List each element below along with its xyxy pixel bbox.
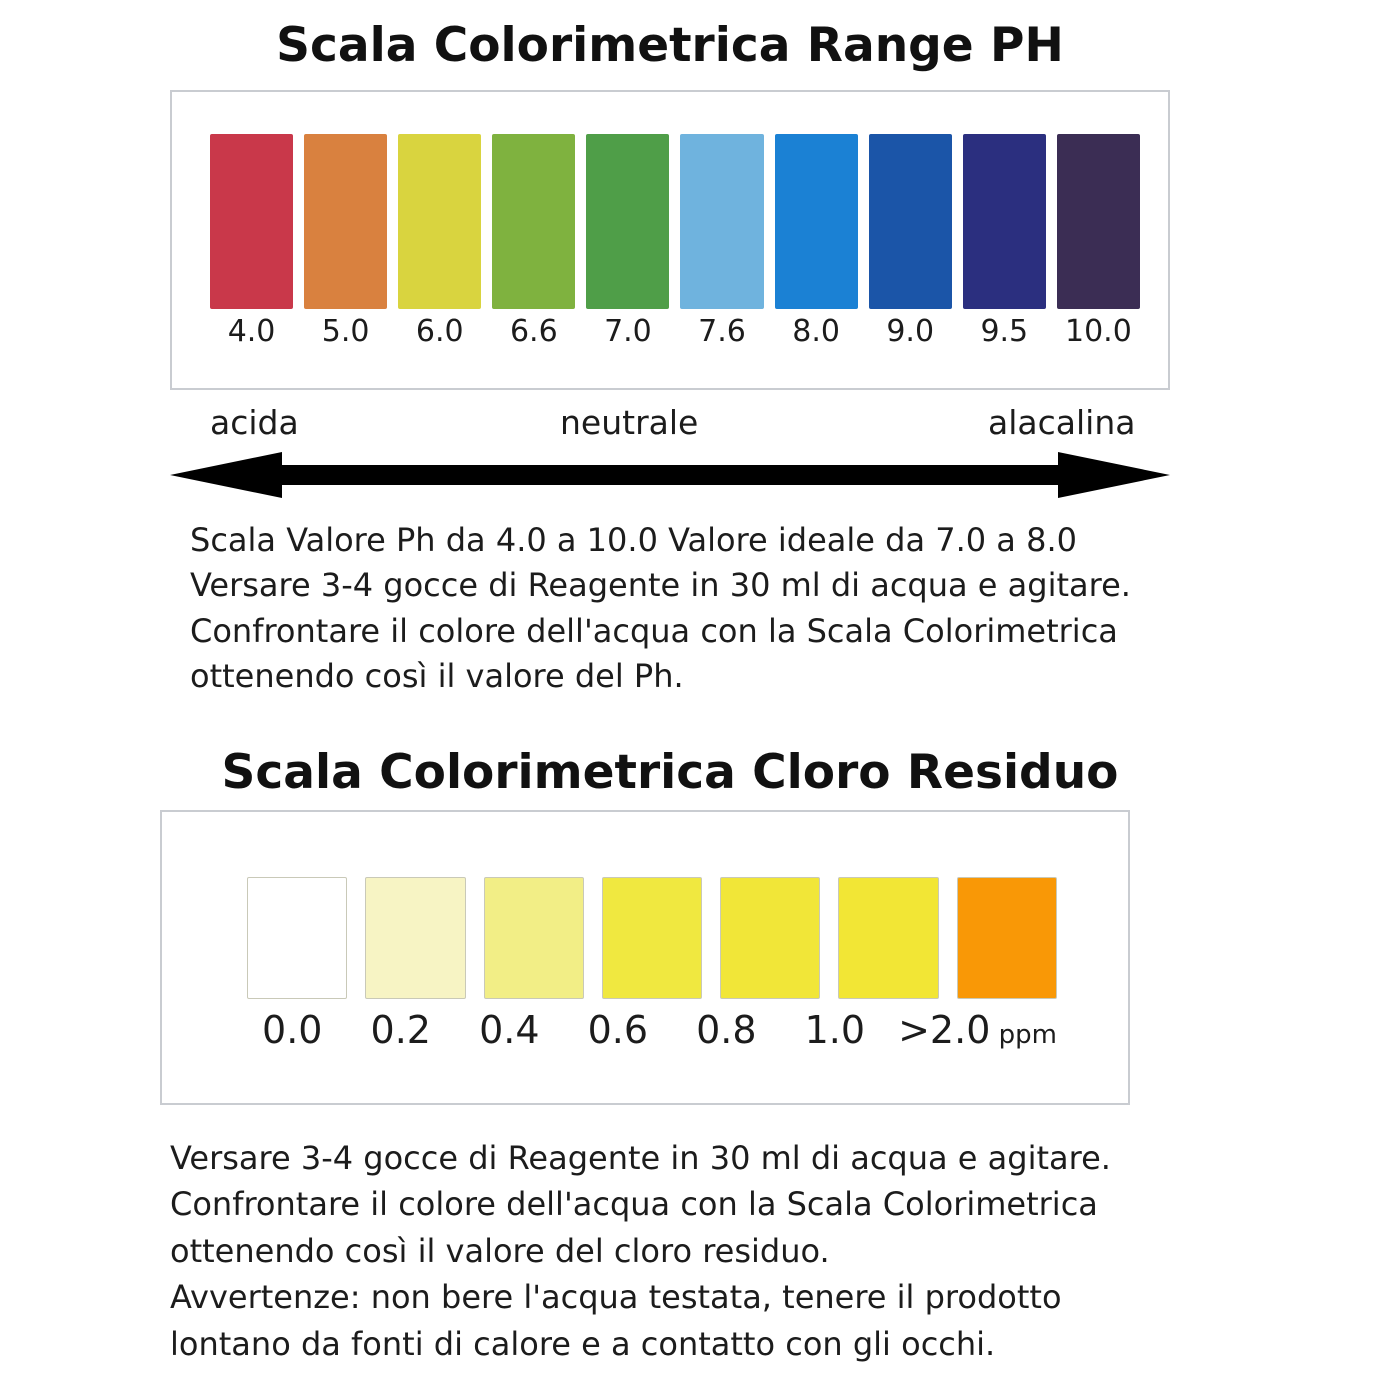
chlorine-unit-label: ppm bbox=[990, 1020, 1057, 1050]
ph-scale-panel bbox=[170, 90, 1170, 390]
ph-instruction-line-2: Versare 3-4 gocce di Reagente in 30 ml di acqua e agitare. bbox=[190, 566, 1131, 605]
double-arrow-icon bbox=[170, 452, 1170, 498]
chlorine-swatch-label: 0.6 bbox=[587, 1008, 649, 1052]
ph-swatch bbox=[869, 134, 952, 309]
chlorine-instruction-line-5: lontano da fonti di calore e a contatto con gli occhi. bbox=[170, 1324, 996, 1363]
chlorine-swatch-label: >2.0 ppm bbox=[898, 1008, 1057, 1052]
chlorine-swatch bbox=[484, 877, 584, 999]
chlorine-label-row bbox=[247, 1008, 1057, 1052]
ph-swatch bbox=[492, 134, 575, 309]
ph-instructions bbox=[190, 518, 1210, 700]
ph-zone-labels bbox=[170, 403, 1170, 449]
ph-swatch-label: 9.0 bbox=[886, 314, 935, 349]
ph-swatch bbox=[963, 134, 1046, 309]
ph-swatch-label: 4.0 bbox=[227, 314, 276, 349]
ph-swatch-label: 7.6 bbox=[698, 314, 746, 349]
chlorine-swatch-label: 1.0 bbox=[804, 1008, 866, 1052]
chlorine-swatch bbox=[720, 877, 820, 999]
chlorine-swatch-label: 0.8 bbox=[696, 1008, 757, 1052]
chlorine-swatch bbox=[247, 877, 347, 999]
chlorine-instruction-line-2: Confrontare il colore dell'acqua con la Scala Colorimetrica bbox=[170, 1185, 1098, 1224]
ph-swatch bbox=[586, 134, 669, 309]
chlorine-section-title: Scala Colorimetrica Cloro Residuo bbox=[221, 745, 1119, 800]
chlorine-instruction-line-3: ottenendo così il valore del cloro residuo. bbox=[170, 1231, 830, 1270]
ph-instruction-line-4: ottenendo così il valore del Ph. bbox=[190, 657, 684, 696]
ph-double-arrow bbox=[170, 452, 1170, 498]
chlorine-scale-panel bbox=[160, 810, 1130, 1105]
ph-swatch bbox=[775, 134, 858, 309]
chlorine-swatch bbox=[838, 877, 938, 999]
chlorine-instruction-line-1: Versare 3-4 gocce di Reagente in 30 ml di acqua e agitare. bbox=[170, 1139, 1111, 1177]
ph-swatch-label: 9.5 bbox=[980, 314, 1029, 349]
ph-section-title: Scala Colorimetrica Range PH bbox=[276, 18, 1064, 73]
chlorine-instruction-line-4: Avvertenze: non bere l'acqua testata, tenere il prodotto bbox=[170, 1278, 1062, 1317]
ph-swatch-label: 6.0 bbox=[415, 314, 464, 349]
ph-swatch-label: 5.0 bbox=[321, 314, 370, 349]
chlorine-swatch bbox=[957, 877, 1057, 999]
ph-zone-label-alkaline: alacalina bbox=[988, 403, 1136, 442]
ph-swatch bbox=[304, 134, 387, 309]
chlorine-swatch-label: 0.0 bbox=[262, 1008, 323, 1052]
chlorine-swatch bbox=[365, 877, 465, 999]
ph-swatch-label: 6.6 bbox=[509, 314, 558, 349]
chlorine-swatch-label: 0.2 bbox=[370, 1008, 431, 1052]
ph-swatch bbox=[680, 134, 763, 309]
ph-swatch-label: 7.0 bbox=[604, 314, 652, 349]
ph-zone-label-neutral: neutrale bbox=[560, 403, 699, 442]
ph-swatch-label: 10.0 bbox=[1064, 314, 1132, 349]
ph-instruction-line-3: Confrontare il colore dell'acqua con la Scala Colorimetrica bbox=[190, 611, 1118, 650]
ph-swatch bbox=[398, 134, 481, 309]
chlorine-swatch bbox=[602, 877, 702, 999]
ph-swatch-row bbox=[210, 134, 1140, 309]
ph-swatch bbox=[1057, 134, 1140, 309]
ph-zone-label-acid: acida bbox=[210, 403, 299, 442]
ph-instruction-line-1: Scala Valore Ph da 4.0 a 10.0 Valore ideale da 7.0 a 8.0 bbox=[190, 521, 1077, 559]
ph-label-row bbox=[210, 314, 1140, 349]
ph-swatch bbox=[210, 134, 293, 309]
ph-swatch-label: 8.0 bbox=[792, 314, 840, 349]
chlorine-swatch-row bbox=[247, 877, 1057, 999]
chlorine-swatch-label: 0.4 bbox=[479, 1008, 540, 1052]
chlorine-instructions bbox=[170, 1135, 1230, 1367]
